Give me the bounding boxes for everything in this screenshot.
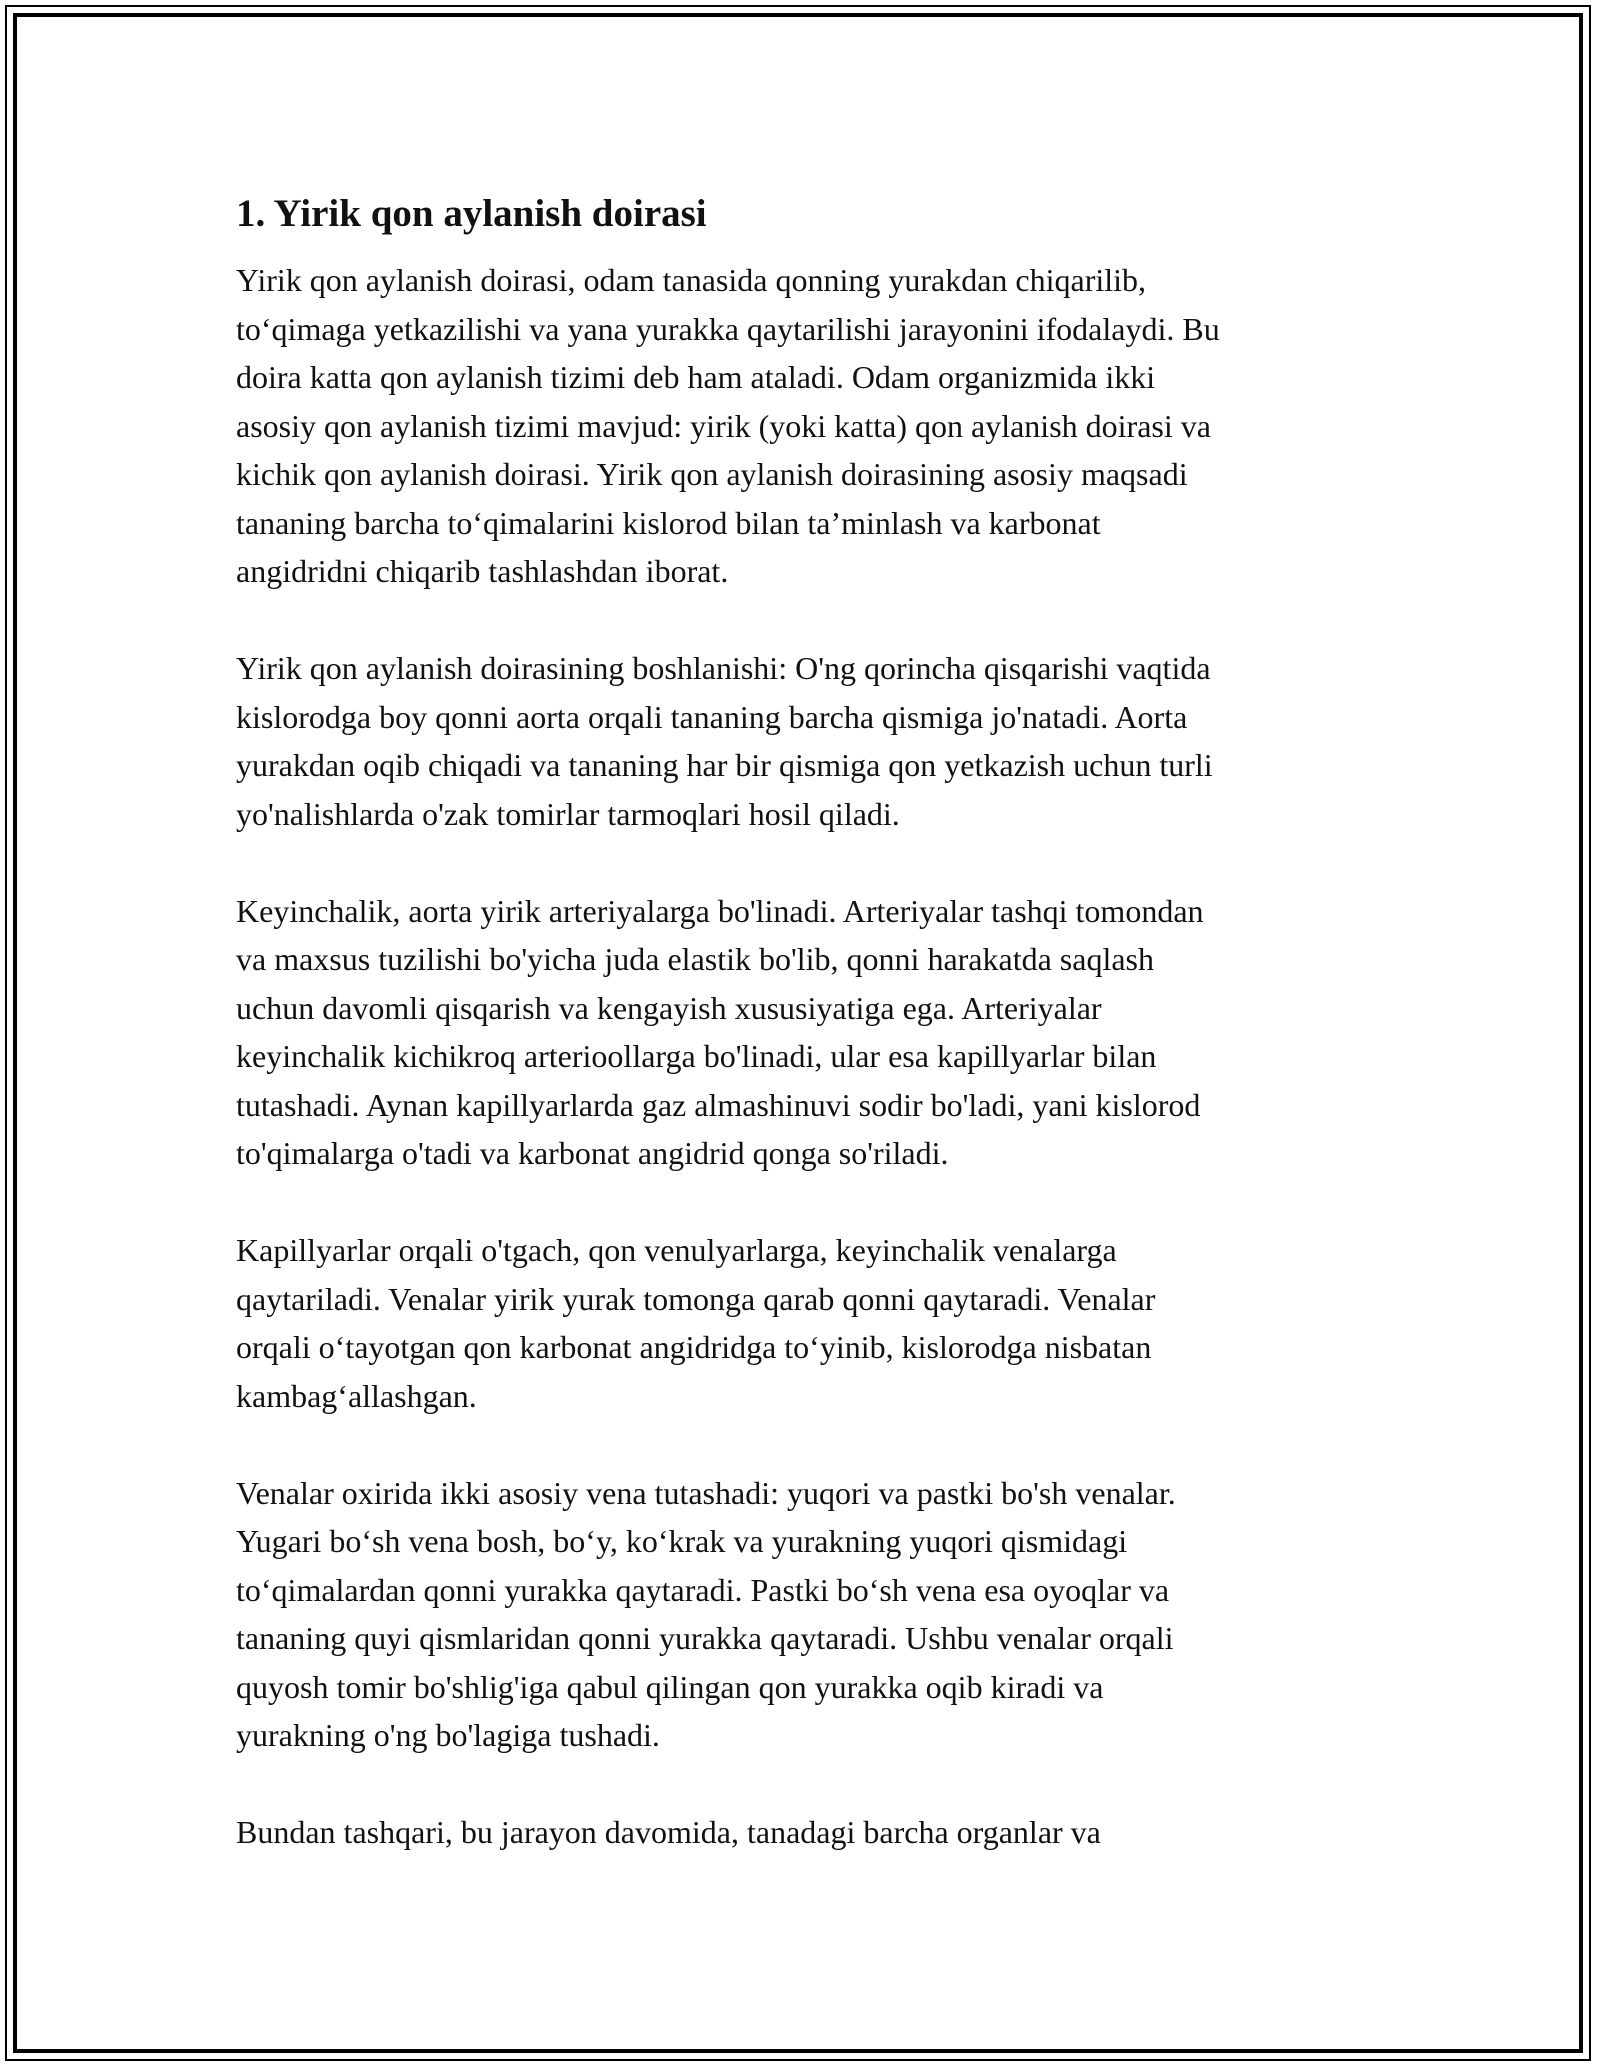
paragraph-line: Venalar oxirida ikki asosiy vena tutashadi: yuqori va pastki bo'sh venalar.: [236, 1474, 1176, 1511]
paragraph-line: Keyinchalik, aorta yirik arteriyalarga bo'linadi. Arteriyalar tashqi tomondan: [236, 892, 1204, 929]
paragraph-line: angidridni chiqarib tashlashdan iborat.: [236, 553, 729, 589]
paragraph-line: Bundan tashqari, bu jarayon davomida, tanadagi barcha organlar va: [236, 1814, 1101, 1850]
paragraph-line: kislorodga boy qonni aorta orqali tananing barcha qismiga jo'natadi. Aorta: [236, 698, 1188, 735]
paragraph-line: orqali o‘tayotgan qon karbonat angidridga to‘yinib, kislorodga nisbatan: [236, 1329, 1152, 1365]
paragraph: [236, 1226, 1366, 1420]
paragraph: [236, 887, 1366, 1178]
paragraph-line: qaytariladi. Venalar yirik yurak tomonga qarab qonni qaytaradi. Venalar: [236, 1280, 1156, 1317]
paragraph-line: tananing quyi qismlaridan qonni yurakka qaytaradi. Ushbu venalar orqali: [236, 1620, 1174, 1656]
paragraph-line: va maxsus tuzilishi bo'yicha juda elastik bo'lib, qonni harakatda saqlash: [236, 941, 1154, 977]
paragraph-line: keyinchalik kichikroq arterioollarga bo'linadi, ular esa kapillyarlar bilan: [236, 1038, 1157, 1074]
paragraph-list: [236, 256, 1366, 1857]
paragraph-line: Yugari bo‘sh vena bosh, bo‘y, ko‘krak va yurakning yuqori qismidagi: [236, 1523, 1128, 1559]
paragraph-line: to‘qimaga yetkazilishi va yana yurakka qaytarilishi jarayonini ifodalaydi. Bu: [236, 310, 1220, 347]
paragraph-line: Kapillyarlar orqali o'tgach, qon venulyarlarga, keyinchalik venalarga: [236, 1232, 1117, 1268]
paragraph: [236, 256, 1366, 596]
paragraph-line: to'qimalarga o'tadi va karbonat angidrid qonga so'riladi.: [236, 1135, 949, 1171]
paragraph-line: tutashadi. Aynan kapillyarlarda gaz almashinuvi sodir bo'ladi, yani kislorod: [236, 1086, 1201, 1123]
paragraph-line: quyosh tomir bo'shlig'iga qabul qilingan qon yurakka oqib kiradi va: [236, 1668, 1104, 1705]
paragraph-line: Yirik qon aylanish doirasining boshlanishi: O'ng qorincha qisqarishi vaqtida: [236, 650, 1211, 686]
paragraph-line: to‘qimalardan qonni yurakka qaytaradi. Pastki bo‘sh vena esa oyoqlar va: [236, 1571, 1170, 1608]
paragraph: [236, 1469, 1366, 1760]
section-heading: 1. Yirik qon aylanish doirasi: [236, 192, 707, 235]
paragraph: [236, 1808, 1366, 1857]
paragraph-line: yurakning o'ng bo'lagiga tushadi.: [236, 1717, 660, 1753]
paragraph-line: asosiy qon aylanish tizimi mavjud: yirik (yoki katta) qon aylanish doirasi va: [236, 407, 1211, 444]
paragraph-line: kambag‘allashgan.: [236, 1377, 477, 1414]
paragraph-line: yurakdan oqib chiqadi va tananing har bir qismiga qon yetkazish uchun turli: [236, 747, 1213, 783]
paragraph-line: uchun davomli qisqarish va kengayish xususiyatiga ega. Arteriyalar: [236, 989, 1102, 1026]
paragraph-line: doira katta qon aylanish tizimi deb ham ataladi. Odam organizmida ikki: [236, 359, 1156, 395]
paragraph-line: tananing barcha to‘qimalarini kislorod bilan ta’minlash va karbonat: [236, 504, 1101, 541]
paragraph-line: yo'nalishlarda o'zak tomirlar tarmoqlari hosil qiladi.: [236, 795, 900, 832]
paragraph-line: Yirik qon aylanish doirasi, odam tanasida qonning yurakdan chiqarilib,: [236, 262, 1147, 298]
paragraph-line: kichik qon aylanish doirasi. Yirik qon aylanish doirasining asosiy maqsadi: [236, 456, 1188, 492]
document-body: [236, 188, 1366, 1905]
paragraph: [236, 644, 1366, 838]
